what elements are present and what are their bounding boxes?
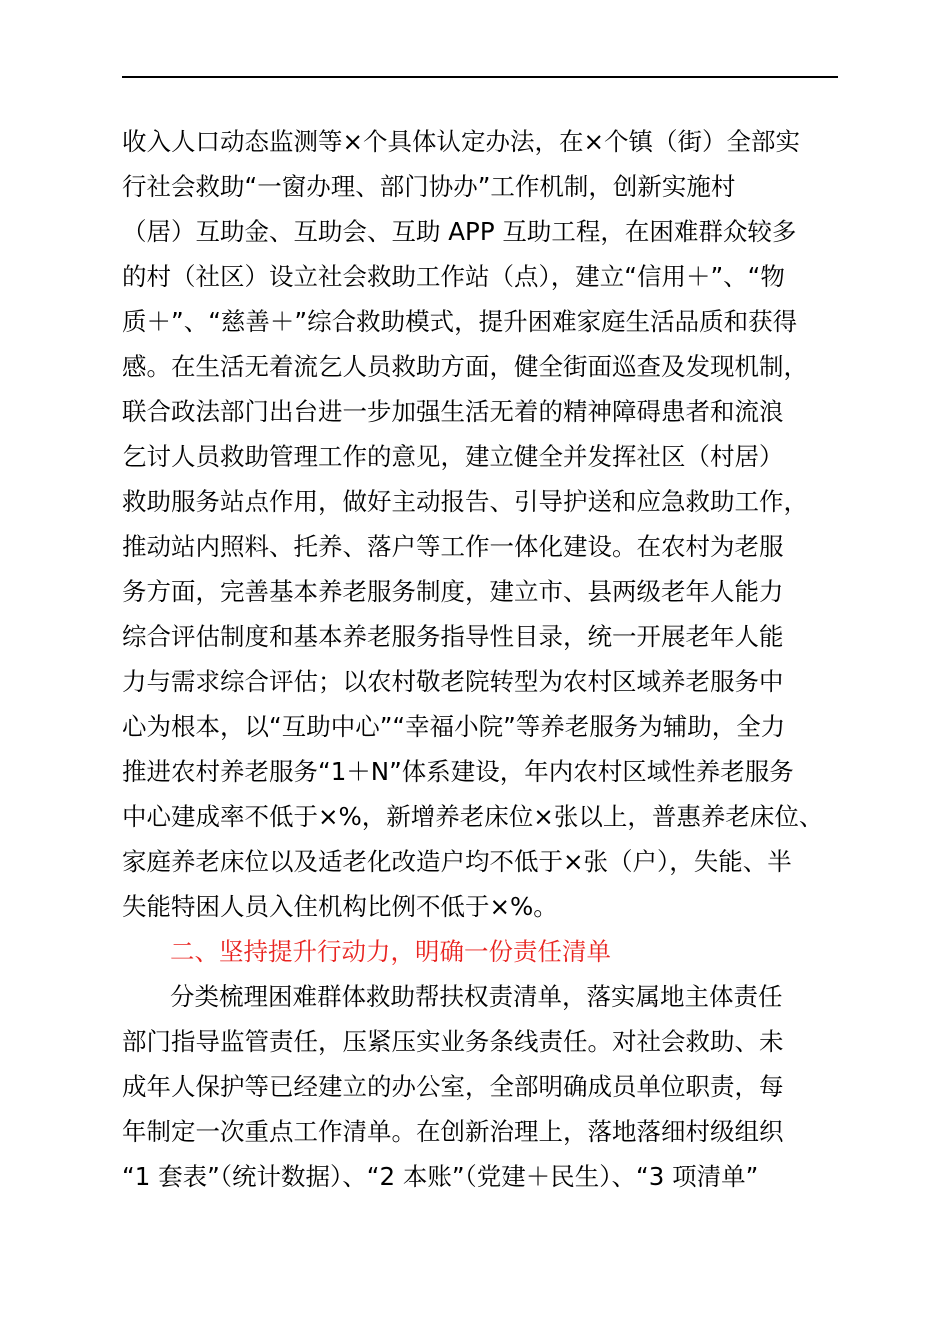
text-line-1: 收入人口动态监测等×个具体认定办法，在×个镇（街）全部实 (122, 127, 801, 156)
paragraph-first-line: 分类梳理困难群体救助帮扶权责清单，落实属地主体责任 (170, 982, 783, 1011)
text-line-23: 年制定一次重点工作清单。在创新治理上，落地落细村级组织 (122, 1117, 784, 1146)
text-line-7: 联合政法部门出台进一步加强生活无着的精神障碍患者和流浪 (122, 397, 784, 426)
text-line-3: （居）互助金、互助会、互助 APP 互助工程，在困难群众较多 (122, 217, 797, 246)
text-line-15: 推进农村养老服务“1＋N”体系建设，年内农村区域性养老服务 (122, 757, 794, 786)
text-line-5: 质＋”、“慈善＋”综合救助模式，提升困难家庭生活品质和获得 (122, 307, 798, 336)
text-line-11: 务方面，完善基本养老服务制度，建立市、县两级老年人能力 (122, 577, 784, 606)
text-line-16: 中心建成率不低于×%，新增养老床位×张以上，普惠养老床位、 (122, 802, 824, 831)
text-line-14: 心为根本，以“互助中心”“幸福小院”等养老服务为辅助，全力 (122, 712, 786, 741)
text-line-22: 成年人保护等已经建立的办公室，全部明确成员单位职责，每 (122, 1072, 784, 1101)
text-line-12: 综合评估制度和基本养老服务指导性目录，统一开展老年人能 (122, 622, 784, 651)
text-line-8: 乞讨人员救助管理工作的意见，建立健全并发挥社区（村居） (122, 442, 784, 471)
section-heading: 二、坚持提升行动力，明确一份责任清单 (170, 937, 611, 966)
text-line-4: 的村（社区）设立社会救助工作站（点），建立“信用＋”、“物 (122, 262, 785, 291)
text-line-17: 家庭养老床位以及适老化改造户均不低于×张（户），失能、半 (122, 847, 792, 876)
text-line-9: 救助服务站点作用，做好主动报告、引导护送和应急救助工作， (122, 487, 808, 516)
document-body (122, 122, 850, 1202)
text-line-21: 部门指导监管责任，压紧压实业务条线责任。对社会救助、未 (122, 1027, 784, 1056)
text-line-2: 行社会救助“一窗办理、部门协办”工作机制，创新实施村 (122, 172, 736, 201)
text-line-13: 力与需求综合评估；以农村敬老院转型为农村区域养老服务中 (122, 667, 784, 696)
text-line-24: “1 套表”（统计数据）、“2 本账”（党建＋民生）、“3 项清单” (122, 1162, 759, 1191)
text-line-10: 推动站内照料、托养、落户等工作一体化建设。在农村为老服 (122, 532, 784, 561)
text-line-18: 失能特困人员入住机构比例不低于×%。 (122, 892, 558, 921)
header-rule (122, 76, 838, 78)
text-line-6: 感。在生活无着流乞人员救助方面，健全街面巡查及发现机制， (122, 352, 808, 381)
